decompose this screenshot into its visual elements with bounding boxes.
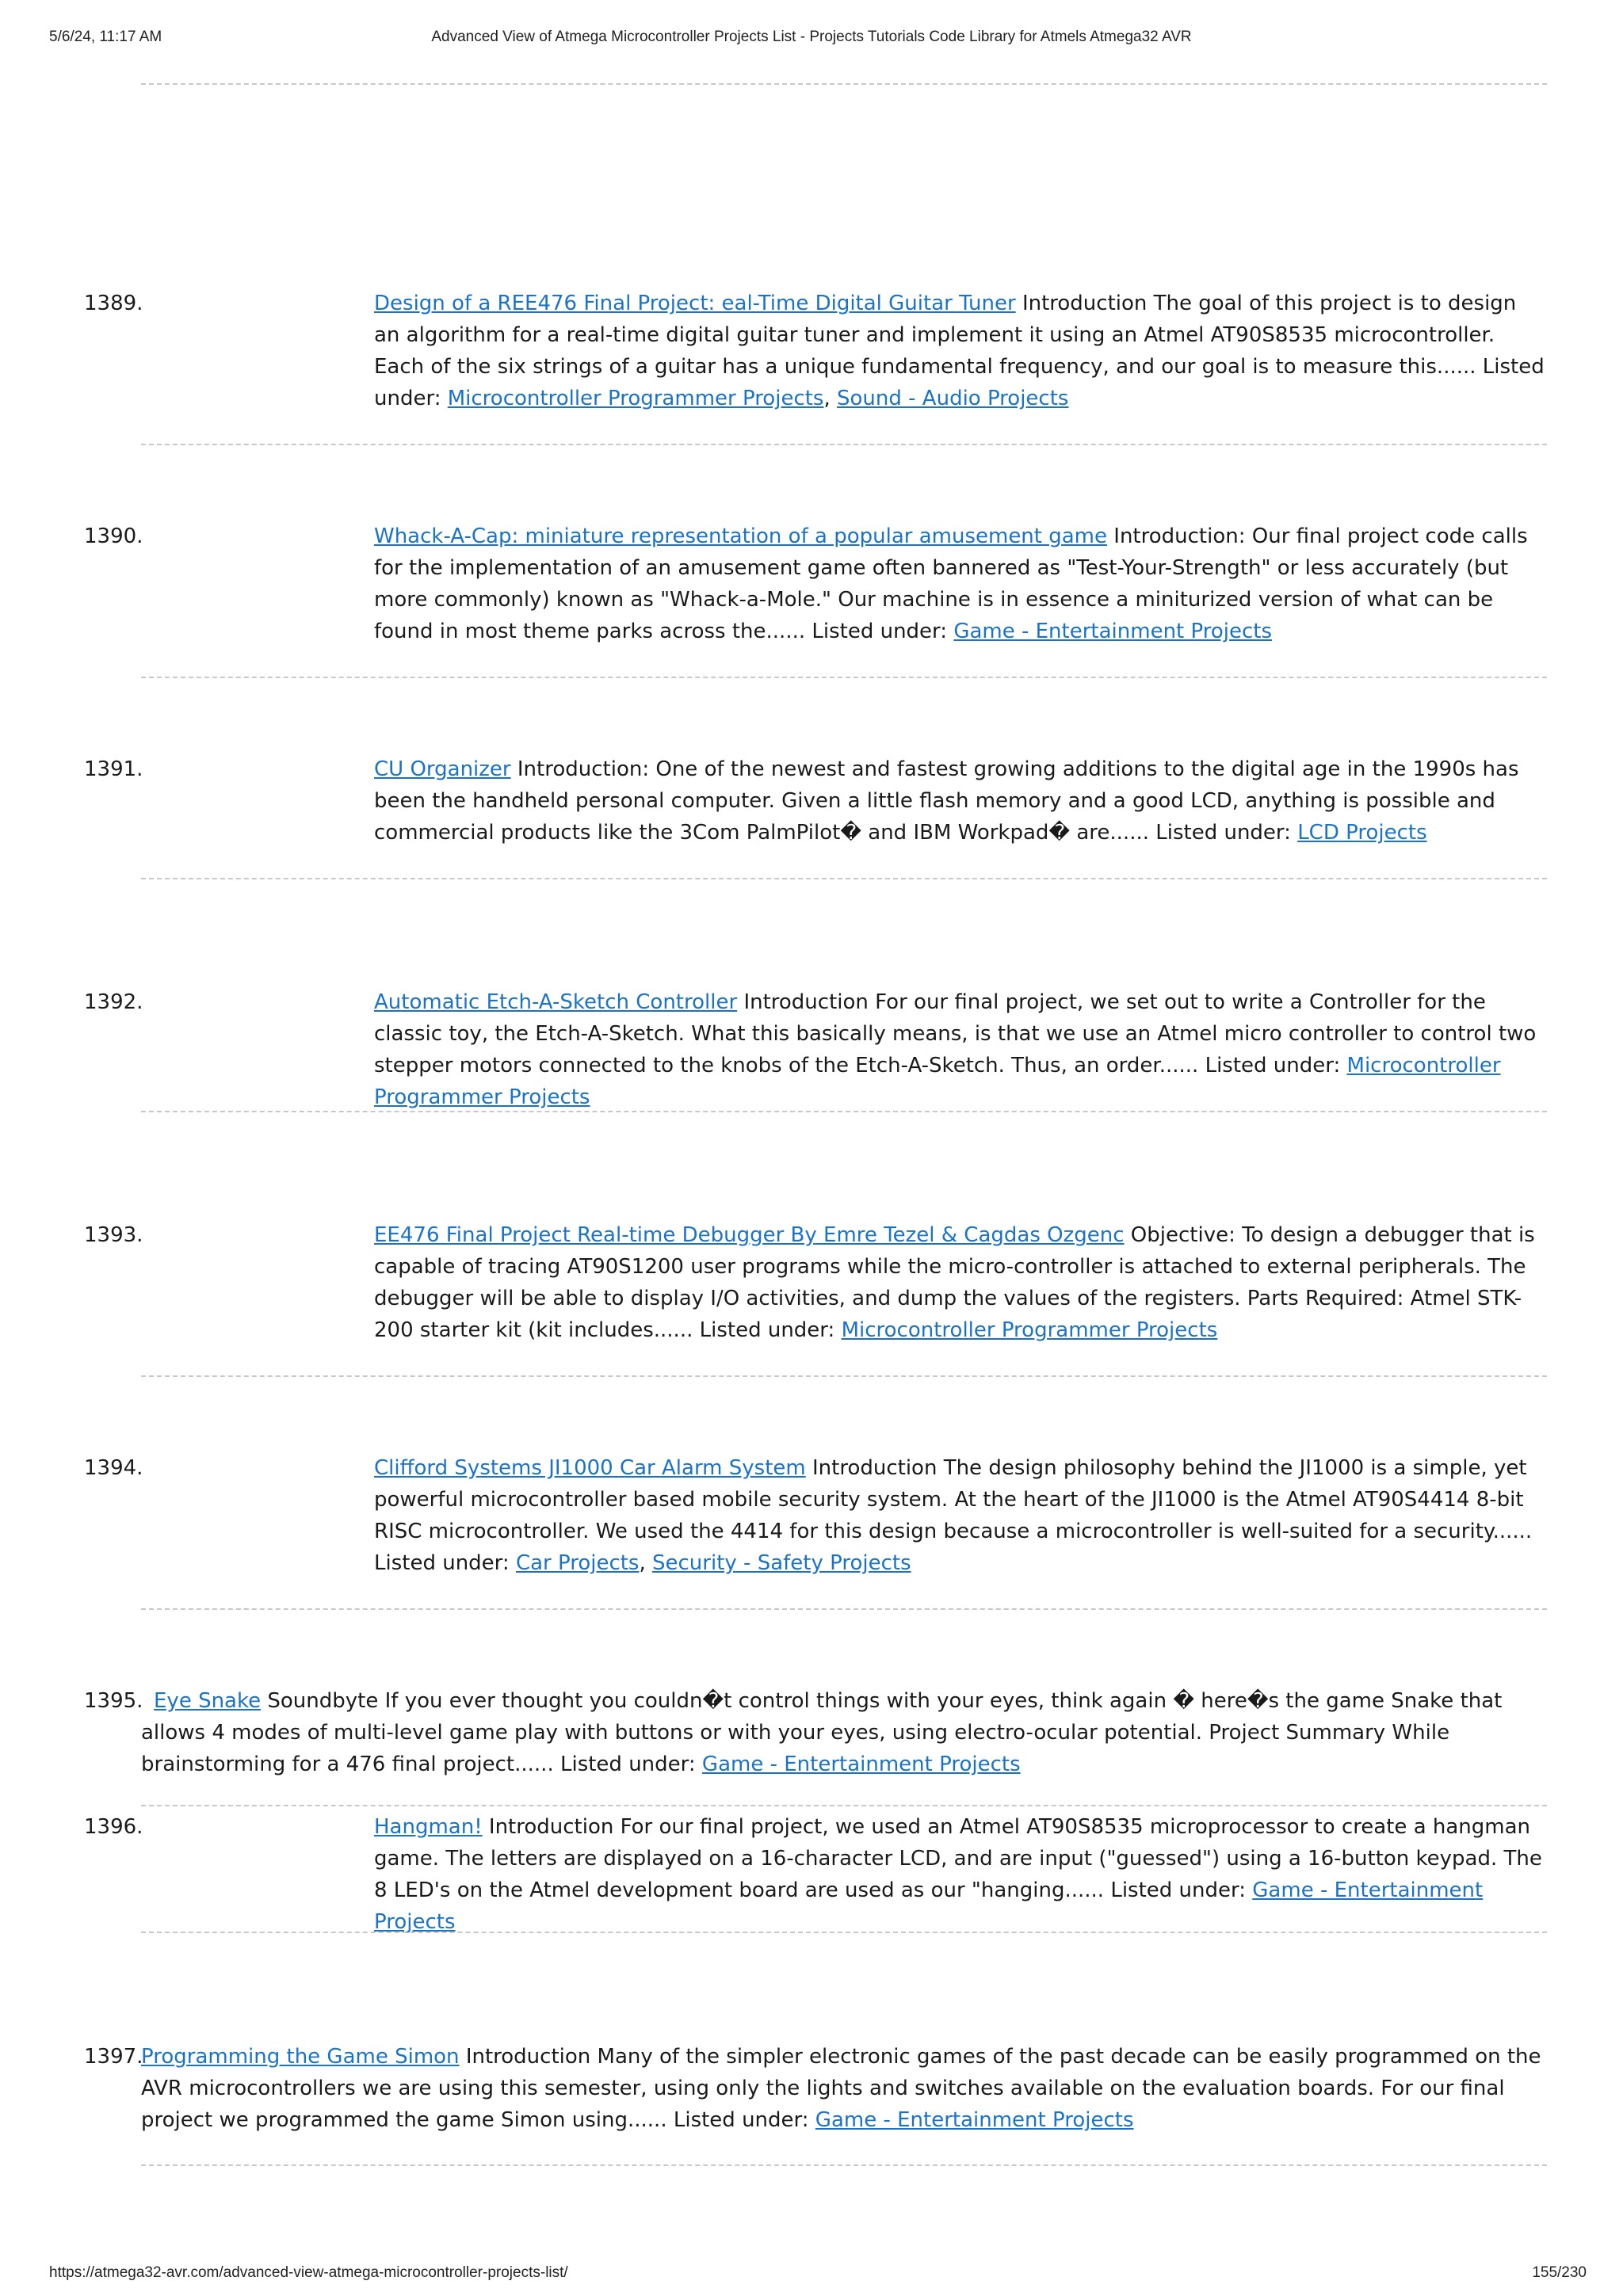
entry-separator [141,878,1547,879]
entry-excerpt: Introduction: Our final project code calls for the implementation of an amusement game often bannered as "Test-Your-Strength" or less accurately (but more commonly) known as "Whack-a-Mole." Our machine is in essence a miniturized version of what can be found in most theme parks across the...... [374,524,1528,643]
category-link[interactable]: Game - Entertainment Projects [374,1878,1484,1934]
category-link[interactable]: Security - Safety Projects [652,1551,911,1575]
category-link[interactable]: Microcontroller Programmer Projects [447,387,824,410]
category-link[interactable]: Game - Entertainment Projects [701,1753,1021,1776]
category-link[interactable]: Game - Entertainment Projects [815,2108,1134,2132]
print-page-number: 155/230 [1532,2264,1587,2281]
entry-number: 1392. [84,990,143,1014]
listed-under-label: Listed under: [374,1551,510,1575]
listed-under-label: Listed under: [1110,1878,1247,1902]
entry-title-link[interactable]: Design of a REE476 Final Project: eal-Time Digital Guitar Tuner [374,292,1016,315]
entry-excerpt: Introduction The design philosophy behind the JI1000 is a simple, yet powerful microcontroller based mobile security system. At the heart of the JI1000 is the Atmel AT90S4414 8-bit RISC microcontroller. We used the 4414 for this design because a microcontroller is well-suited for a security...... [374,1456,1533,1543]
entry-body [374,1811,1547,1938]
listed-under-label: Listed under: [673,2108,809,2132]
listed-under-label: Listed under: [559,1753,696,1776]
entry-separator [141,83,1547,85]
entry-separator [141,1932,1547,1933]
entry-title-link[interactable]: CU Organizer [374,757,511,781]
print-footer [0,2264,1623,2285]
entry-title-link[interactable]: Hangman! [374,1815,483,1839]
category-link[interactable]: LCD Projects [1297,821,1427,845]
entry-body [374,986,1547,1113]
entry-separator [141,1111,1547,1112]
entry-number: 1391. [84,757,143,781]
entry-body [374,753,1547,849]
entry-separator [141,1805,1547,1806]
entry-number: 1395. [84,1689,143,1713]
entry-body [374,521,1547,647]
category-link[interactable]: Car Projects [515,1551,640,1575]
entry-body: Design of a REE476 Final Project: eal-Time Digital Guitar Tuner Introduction The goal of this project is to design an algorithm for a real-time digital guitar tuner and implement it using an Atmel AT90S8535 microcontroller. Each of the six strings of a guitar has a unique fundamental frequency, and our goal is to measure this...... Listed under: Microcontroller Programmer Projects, Sound - Audio Projects [374,292,1545,410]
entry-excerpt: Introduction For our final project, we used an Atmel AT90S8535 microprocessor to create a hangman game. The letters are displayed on a 16-character LCD, and are input ("guessed") using a 16-button keypad. The 8 LED's on the Atmel development board are used as our "hanging...... [374,1815,1542,1902]
entry-number: 1394. [84,1456,143,1480]
listed-under-label: Listed under: [1205,1054,1341,1077]
entry-number: 1390. [84,524,143,548]
listed-under-label: Listed under: [812,620,948,643]
entry-body: Clifford Systems JI1000 Car Alarm System Introduction The design philosophy behind the JI1000 is a simple, yet powerful microcontroller based mobile security system. At the heart of the JI1000 is the Atmel AT90S4414 8-bit RISC microcontroller. We used the 4414 for this design because a microcontroller is well-suited for a security...... Listed under: Car Projects, Security - Safety Projects [374,1456,1533,1575]
entry-title-link[interactable]: Eye Snake [154,1689,262,1713]
category-link[interactable]: Game - Entertainment Projects [953,620,1273,643]
print-datetime: 5/6/24, 11:17 AM [49,29,162,45]
entry-excerpt: Soundbyte If you ever thought you couldn�t control things with your eyes, think again � here�s the game Snake that allows 4 modes of multi-level game play with buttons or with your eyes, using electro-ocular potential. Project Summary While brainstorming for a 476 final project...... [141,1689,1503,1776]
print-header [0,29,1623,49]
listed-under-label: Listed under: [699,1318,835,1342]
entry-separator [141,2164,1547,2166]
entry-title-link[interactable]: EE476 Final Project Real-time Debugger By Emre Tezel & Cagdas Ozgenc [374,1223,1125,1247]
entry-title-link[interactable]: Whack-A-Cap: miniature representation of a popular amusement game [374,524,1108,548]
print-url: https://atmega32-avr.com/advanced-view-atmega-microcontroller-projects-list/ [49,2264,568,2281]
category-link[interactable]: Microcontroller Programmer Projects [374,1054,1501,1109]
entry-separator [141,1375,1547,1377]
listed-under-label: Listed under: [1155,821,1291,845]
entry-number: 1393. [84,1223,143,1247]
entry-excerpt: Introduction: One of the newest and fastest growing additions to the digital age in the 1990s has been the handheld personal computer. Given a little flash memory and a good LCD, anything is possible and commercial products like the 3Com PalmPilot� and IBM Workpad� are...... [374,757,1519,845]
entry-excerpt: Introduction For our final project, we set out to write a Controller for the classic toy, the Etch-A-Sketch. What this basically means, is that we use an Atmel micro controller to control two stepper motors connected to the knobs of the Etch-A-Sketch. Thus, an order...... [374,990,1537,1077]
entry-number: 1397. [84,2045,143,2069]
entry-separator [141,1608,1547,1610]
entry-excerpt: Objective: To design a debugger that is capable of tracing AT90S1200 user programs while the micro-controller is attached to external peripherals. The debugger will be able to display I/O activities, and dump the values of the registers. Parts Required: Atmel STK-200 starter kit (kit includes...... [374,1223,1535,1342]
entry-body [141,1685,1547,1780]
category-link[interactable]: Sound - Audio Projects [837,387,1069,410]
entry-separator [141,444,1547,445]
print-page-title: Advanced View of Atmega Microcontroller Projects List - Projects Tutorials Code Library for Atmels Atmega32 AVR [431,29,1192,45]
entry-title-link[interactable]: Programming the Game Simon [141,2045,460,2069]
entry-number: 1389. [84,292,143,315]
entry-excerpt: Introduction The goal of this project is to design an algorithm for a real-time digital guitar tuner and implement it using an Atmel AT90S8535 microcontroller. Each of the six strings of a guitar has a unique fundamental frequency, and our goal is to measure this...... [374,292,1517,379]
entry-excerpt: Introduction Many of the simpler electronic games of the past decade can be easily programmed on the AVR microcontrollers we are using this semester, using only the lights and switches available on the evaluation boards. For our final project we programmed the game Simon using...... [141,2045,1541,2132]
entry-number: 1396. [84,1815,143,1839]
listed-under-label: Listed under: [374,355,1545,410]
category-link[interactable]: Microcontroller Programmer Projects [841,1318,1218,1342]
entry-title-link[interactable]: Clifford Systems JI1000 Car Alarm System [374,1456,806,1480]
entry-separator [141,677,1547,678]
entry-title-link[interactable]: Automatic Etch-A-Sketch Controller [374,990,738,1014]
entry-body [141,2041,1547,2136]
entry-body [374,1219,1547,1346]
